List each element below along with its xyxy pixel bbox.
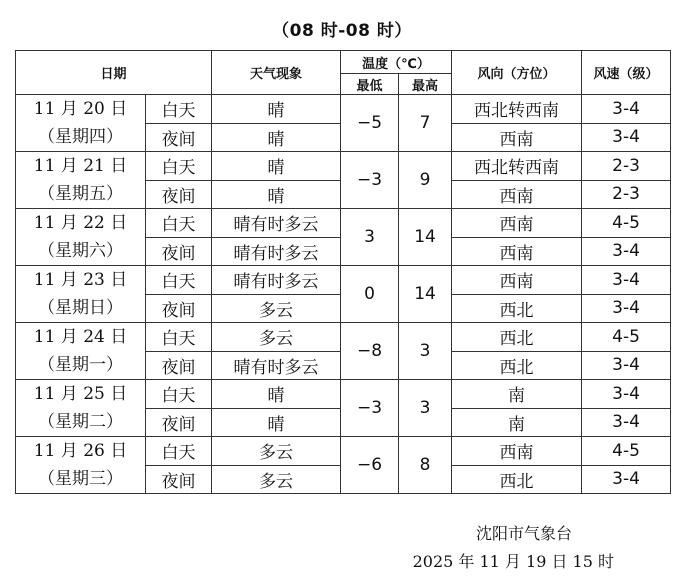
wind-direction-cell: 西南 — [452, 437, 582, 466]
header-temperature: 温度（℃） — [341, 51, 452, 74]
table-row — [16, 266, 671, 295]
issuing-agency: 沈阳市气象台 — [475, 524, 572, 543]
weather-cell: 晴有时多云 — [212, 266, 341, 295]
weather-cell: 晴有时多云 — [212, 351, 341, 380]
weather-cell: 晴 — [212, 152, 341, 181]
wind-direction-cell: 西南 — [452, 209, 582, 238]
wind-direction-cell: 西北 — [452, 465, 582, 494]
period-cell: 白天 — [146, 209, 212, 238]
table-row — [16, 323, 671, 352]
period-cell: 白天 — [146, 95, 212, 124]
temp-max-cell: 9 — [399, 152, 452, 209]
period-cell: 白天 — [146, 380, 212, 409]
temp-min-cell: −5 — [341, 95, 399, 152]
wind-speed-cell: 4-5 — [582, 209, 671, 238]
table-row — [16, 437, 671, 466]
date-cell — [16, 437, 146, 494]
weather-cell: 晴 — [212, 123, 341, 152]
weather-cell: 晴 — [212, 380, 341, 409]
wind-speed-cell: 4-5 — [582, 437, 671, 466]
weather-cell: 晴有时多云 — [212, 237, 341, 266]
table-caption: （08 时-08 时） — [272, 21, 412, 41]
weekday-label: （星期日） — [38, 298, 123, 318]
table-row — [16, 152, 671, 181]
weather-cell: 多云 — [212, 323, 341, 352]
header-temp-min: 最低 — [341, 74, 399, 95]
header-weather: 天气现象 — [212, 51, 341, 95]
wind-speed-cell: 2-3 — [582, 152, 671, 181]
weekday-label: （星期五） — [38, 184, 123, 204]
date-label: 11 月 25 日 — [33, 384, 128, 404]
wind-speed-cell: 3-4 — [582, 237, 671, 266]
header-wind-direction: 风向（方位） — [452, 51, 582, 95]
wind-speed-cell: 3-4 — [582, 351, 671, 380]
weekday-label: （星期二） — [38, 412, 123, 432]
weather-cell: 多云 — [212, 294, 341, 323]
period-cell: 夜间 — [146, 351, 212, 380]
date-label: 11 月 22 日 — [33, 213, 128, 233]
weather-cell: 多云 — [212, 465, 341, 494]
wind-speed-cell: 3-4 — [582, 465, 671, 494]
date-cell — [16, 152, 146, 209]
period-cell: 夜间 — [146, 237, 212, 266]
weekday-label: （星期六） — [38, 241, 123, 261]
header-temp-max: 最高 — [399, 74, 452, 95]
period-cell: 夜间 — [146, 123, 212, 152]
wind-direction-cell: 西北 — [452, 294, 582, 323]
weather-cell: 晴 — [212, 95, 341, 124]
table-row — [16, 209, 671, 238]
period-cell: 白天 — [146, 437, 212, 466]
wind-speed-cell: 3-4 — [582, 294, 671, 323]
wind-direction-cell: 西北 — [452, 323, 582, 352]
wind-speed-cell: 3-4 — [582, 408, 671, 437]
wind-direction-cell: 西南 — [452, 180, 582, 209]
temp-max-cell: 3 — [399, 323, 452, 380]
date-label: 11 月 23 日 — [33, 270, 128, 290]
temp-min-cell: 0 — [341, 266, 399, 323]
temp-min-cell: −3 — [341, 380, 399, 437]
wind-direction-cell: 南 — [452, 380, 582, 409]
date-cell — [16, 95, 146, 152]
wind-direction-cell: 西北 — [452, 351, 582, 380]
wind-direction-cell: 西北转西南 — [452, 152, 582, 181]
temp-min-cell: 3 — [341, 209, 399, 266]
wind-direction-cell: 西南 — [452, 123, 582, 152]
date-label: 11 月 26 日 — [33, 441, 128, 461]
wind-speed-cell: 4-5 — [582, 323, 671, 352]
temp-max-cell: 14 — [399, 209, 452, 266]
wind-speed-cell: 3-4 — [582, 266, 671, 295]
weather-cell: 晴有时多云 — [212, 209, 341, 238]
date-cell — [16, 380, 146, 437]
temp-min-cell: −8 — [341, 323, 399, 380]
table-row — [16, 95, 671, 124]
temp-max-cell: 3 — [399, 380, 452, 437]
table-row — [16, 380, 671, 409]
weather-cell: 多云 — [212, 437, 341, 466]
temp-max-cell: 14 — [399, 266, 452, 323]
weather-cell: 晴 — [212, 408, 341, 437]
temp-max-cell: 7 — [399, 95, 452, 152]
period-cell: 白天 — [146, 266, 212, 295]
period-cell: 夜间 — [146, 294, 212, 323]
weather-cell: 晴 — [212, 180, 341, 209]
date-label: 11 月 24 日 — [33, 327, 128, 347]
issue-time: 2025 年 11 月 19 日 15 时 — [412, 552, 614, 571]
temp-max-cell: 8 — [399, 437, 452, 494]
date-cell — [16, 266, 146, 323]
header-row — [16, 51, 671, 74]
wind-direction-cell: 西南 — [452, 237, 582, 266]
wind-speed-cell: 3-4 — [582, 380, 671, 409]
header-date: 日期 — [16, 51, 212, 95]
wind-speed-cell: 3-4 — [582, 95, 671, 124]
date-cell — [16, 323, 146, 380]
wind-direction-cell: 西北转西南 — [452, 95, 582, 124]
weekday-label: （星期四） — [38, 127, 123, 147]
period-cell: 白天 — [146, 323, 212, 352]
wind-speed-cell: 2-3 — [582, 180, 671, 209]
forecast-table — [15, 50, 671, 494]
wind-speed-cell: 3-4 — [582, 123, 671, 152]
period-cell: 白天 — [146, 152, 212, 181]
wind-direction-cell: 西南 — [452, 266, 582, 295]
weekday-label: （星期三） — [38, 469, 123, 489]
weekday-label: （星期一） — [38, 355, 123, 375]
period-cell: 夜间 — [146, 408, 212, 437]
temp-min-cell: −3 — [341, 152, 399, 209]
period-cell: 夜间 — [146, 465, 212, 494]
period-cell: 夜间 — [146, 180, 212, 209]
header-wind-speed: 风速（级） — [582, 51, 671, 95]
date-cell — [16, 209, 146, 266]
date-label: 11 月 21 日 — [33, 156, 128, 176]
temp-min-cell: −6 — [341, 437, 399, 494]
date-label: 11 月 20 日 — [33, 99, 128, 119]
wind-direction-cell: 南 — [452, 408, 582, 437]
